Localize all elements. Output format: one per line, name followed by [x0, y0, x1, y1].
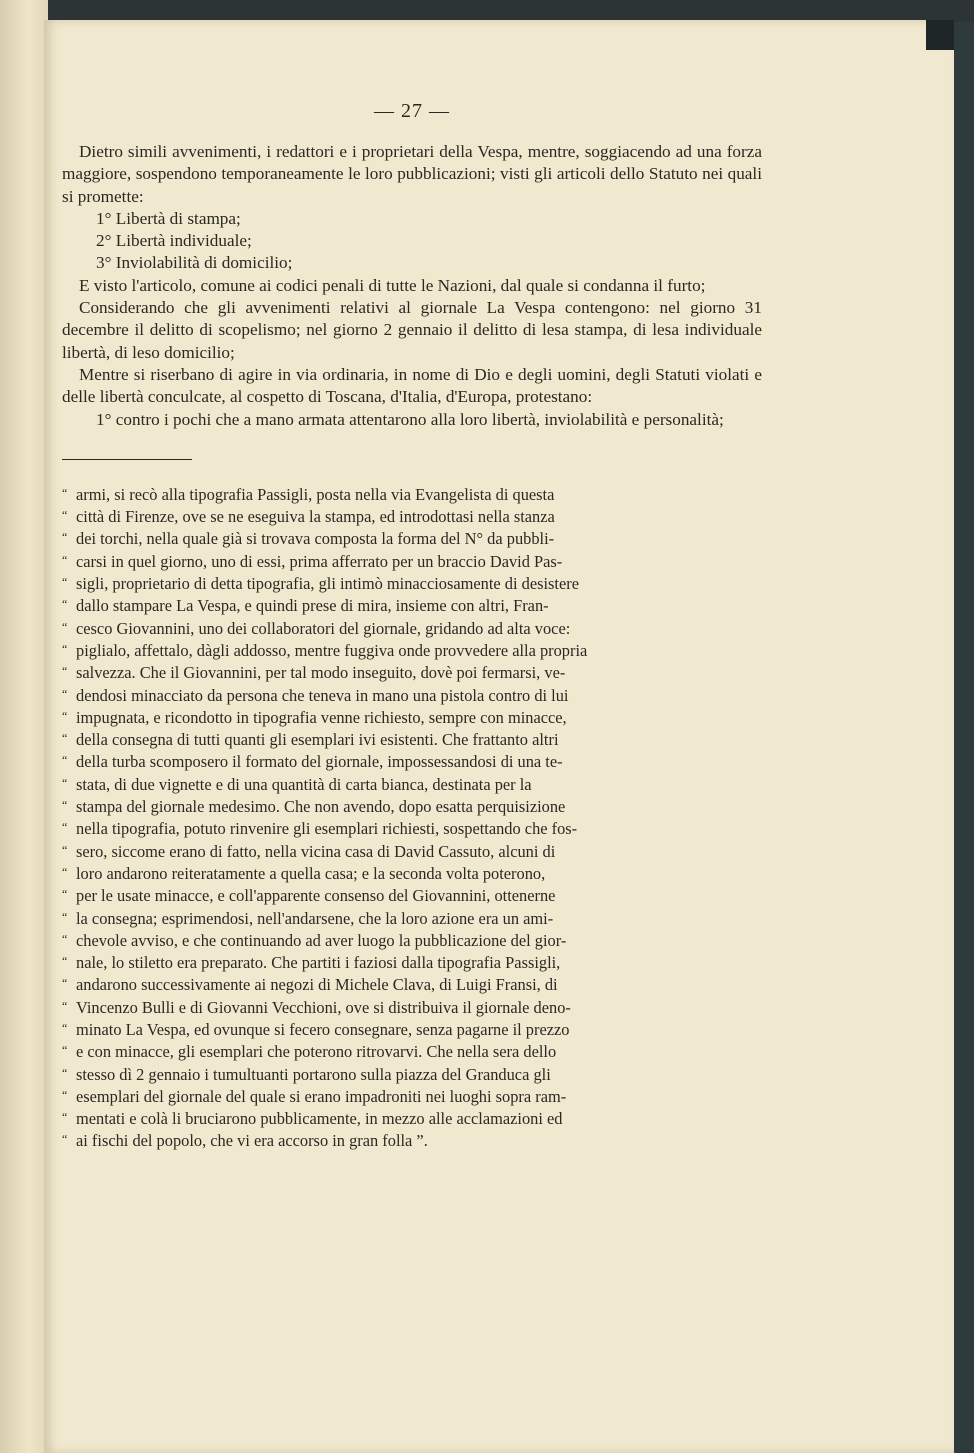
footnote-line: “ nella tipografia, potuto rinvenire gli esemplari richiesti, sospettando che fos-	[62, 818, 762, 840]
footnote-line: “ stata, di due vignette e di una quantità di carta bianca, destinata per la	[62, 774, 762, 796]
footnote-line: “ minato La Vespa, ed ovunque si fecero consegnare, senza pagarne il prezzo	[62, 1019, 762, 1041]
footnote-line: “ ai fischi del popolo, che vi era accorso in gran folla ”.	[62, 1130, 762, 1152]
footnote-line: “ città di Firenze, ove se ne eseguiva la stampa, ed introdottasi nella stanza	[62, 506, 762, 528]
paragraph-2: E visto l'articolo, comune ai codici penali di tutte le Nazioni, dal quale si condanna il furto;	[79, 275, 706, 295]
footnote-line: “ dallo stampare La Vespa, e quindi prese di mira, insieme con altri, Fran-	[62, 595, 762, 617]
footnote-line: “ per le usate minacce, e coll'apparente consenso del Giovannini, ottenerne	[62, 885, 762, 907]
footnote-line: “ e con minacce, gli esemplari che poterono ritrovarvi. Che nella sera dello	[62, 1041, 762, 1063]
paragraph-4: Mentre si riserbano di agire in via ordinaria, in nome di Dio e degli uomini, degli Statuti violati e delle libertà conculcate, al cospetto di Toscana, d'Italia, d'Europa, protestano:	[62, 364, 762, 407]
footnote-line: “ chevole avviso, e che continuando ad aver luogo la pubblicazione del gior-	[62, 930, 762, 952]
footnote-separator	[62, 459, 192, 460]
footnote-line: “ dei torchi, nella quale già si trovava composta la forma del N° da pubbli-	[62, 528, 762, 550]
footnote-line: “ esemplari del giornale del quale si erano impadroniti nei luoghi sopra ram-	[62, 1086, 762, 1108]
list-item: 2° Libertà individuale;	[96, 231, 252, 251]
footnote-line: “ sigli, proprietario di detta tipografia, gli intimò minacciosamente di desistere	[62, 573, 762, 595]
footnote-line: “ armi, si recò alla tipografia Passigli, posta nella via Evangelista di questa	[62, 484, 762, 506]
footnote-line: “ cesco Giovannini, uno dei collaboratori del giornale, gridando ad alta voce:	[62, 618, 762, 640]
scan-corner	[926, 20, 954, 50]
page-number: — 27 —	[374, 100, 450, 122]
paragraph-3: Considerando che gli avvenimenti relativi al giornale La Vespa contengono: nel giorno 31 decembre il delitto di scopelismo; nel giorno 2 gennaio il delitto di lesa stampa, di lesa individuale libertà, di leso domicilio;	[62, 298, 762, 362]
paragraph-1: Dietro simili avvenimenti, i redattori e i proprietari della Vespa, mentre, soggiacendo ad una forza maggiore, sospendono temporaneamente le loro pubblicazioni; visti gli articoli dello Statuto nei quali si promette:	[62, 142, 762, 206]
footnote-line: “ loro andarono reiteratamente a quella casa; e la seconda volta poterono,	[62, 863, 762, 885]
scan-top-border	[0, 0, 974, 22]
list-item: 3° Inviolabilità di domicilio;	[96, 253, 293, 273]
footnote-line: “ Vincenzo Bulli e di Giovanni Vecchioni, ove si distribuiva il giornale deno-	[62, 997, 762, 1019]
footnote-line: “ della consegna di tutti quanti gli esemplari ivi esistenti. Che frattanto altri	[62, 729, 762, 751]
footnote	[62, 484, 762, 1153]
footnote-line: “ impugnata, e ricondotto in tipografia venne richiesto, sempre con minacce,	[62, 707, 762, 729]
paragraph-5: 1° contro i pochi che a mano armata attentarono alla loro libertà, inviolabilità e personalità;	[96, 409, 724, 429]
footnote-line: “ nale, lo stiletto era preparato. Che partiti i faziosi dalla tipografia Passigli,	[62, 952, 762, 974]
page-content	[62, 100, 762, 1153]
footnote-line: “ sero, siccome erano di fatto, nella vicina casa di David Cassuto, alcuni di	[62, 841, 762, 863]
footnote-line: “ andarono successivamente ai negozi di Michele Clava, di Luigi Fransi, di	[62, 974, 762, 996]
footnote-line: “ mentati e colà li bruciarono pubblicamente, in mezzo alle acclamazioni ed	[62, 1108, 762, 1130]
footnote-line: “ la consegna; esprimendosi, nell'andarsene, che la loro azione era un ami-	[62, 908, 762, 930]
footnote-line: “ dendosi minacciato da persona che teneva in mano una pistola contro di lui	[62, 685, 762, 707]
footnote-line: “ della turba scomposero il formato del giornale, impossessandosi di una te-	[62, 751, 762, 773]
footnote-line: “ stampa del giornale medesimo. Che non avendo, dopo esatta perquisizione	[62, 796, 762, 818]
book-spine-edge	[0, 0, 48, 1453]
footnote-line: “ stesso dì 2 gennaio i tumultuanti portarono sulla piazza del Granduca gli	[62, 1064, 762, 1086]
list-item: 1° Libertà di stampa;	[96, 208, 241, 228]
footnote-line: “ carsi in quel giorno, uno di essi, prima afferrato per un braccio David Pas-	[62, 551, 762, 573]
footnote-line: “ piglialo, affettalo, dàgli addosso, mentre fuggiva onde provvedere alla propria	[62, 640, 762, 662]
footnote-line: “ salvezza. Che il Giovannini, per tal modo inseguito, dovè poi fermarsi, ve-	[62, 662, 762, 684]
